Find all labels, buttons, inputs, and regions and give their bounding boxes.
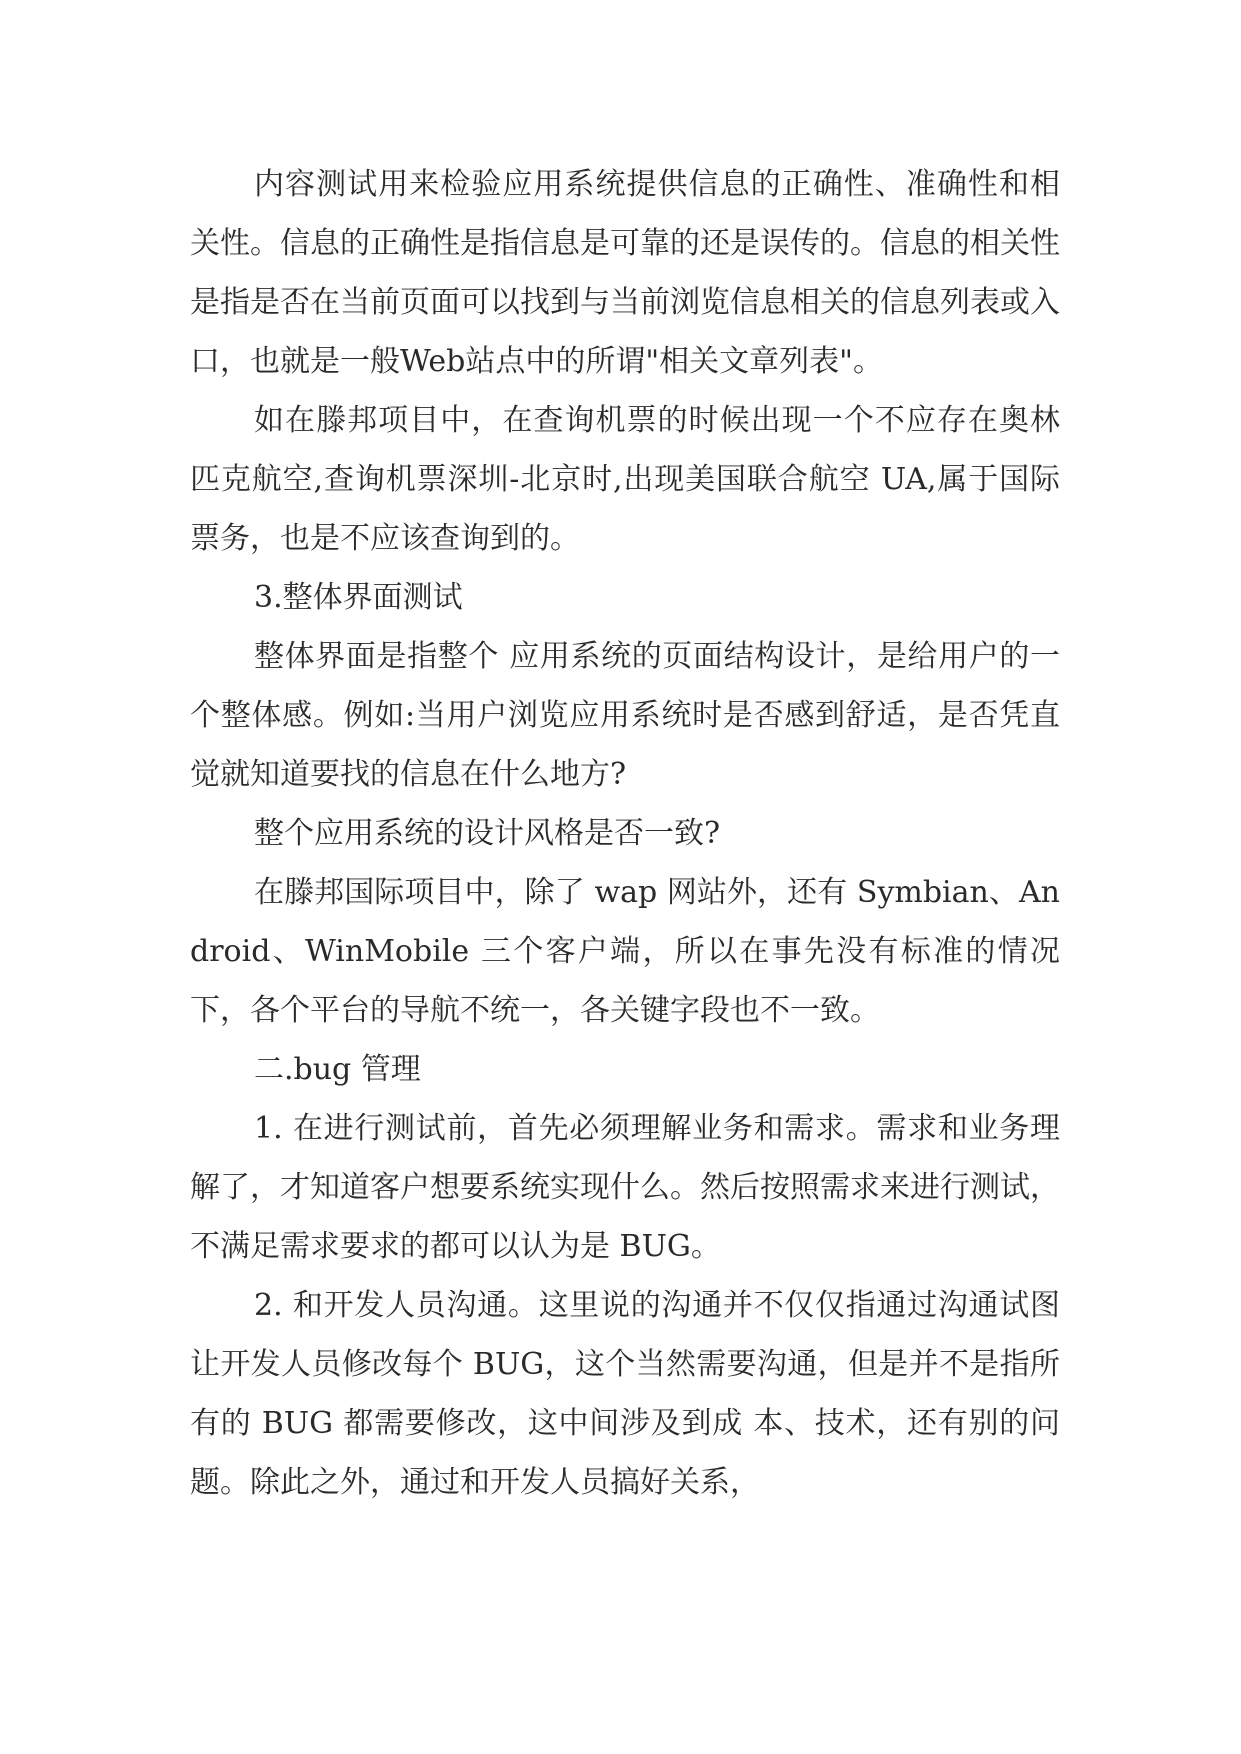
paragraph-style-consistency: 整个应用系统的设计风格是否一致?: [254, 816, 721, 851]
section-heading-bug-management: 二.bug 管理: [254, 1052, 421, 1087]
section-heading-interface-test: 3.整体界面测试: [254, 580, 463, 615]
document-body: [190, 155, 1060, 1512]
paragraph-point-2: 2. 和开发人员沟通。这里说的沟通并不仅仅指通过沟通试图让开发人员修改每个 BUG，这个当然需要沟通，但是并不是指所有的 BUG 都需要修改，这中间涉及到成 本、技术，还有别的问题。除此之外，通过和开发人员搞好关系，: [190, 1288, 1060, 1500]
paragraph-platform-example: 在滕邦国际项目中，除了 wap 网站外，还有 Symbian、Android、WinMobile 三个客户端，所以在事先没有标准的情况下，各个平台的导航不统一，各关键字段也不一致。: [190, 875, 1060, 1028]
paragraph-point-1: 1. 在进行测试前，首先必须理解业务和需求。需求和业务理解了，才知道客户想要系统实现什么。然后按照需求来进行测试，不满足需求要求的都可以认为是 BUG。: [190, 1111, 1060, 1264]
paragraph-tengbang-example: 如在滕邦项目中，在查询机票的时候出现一个不应存在奥林匹克航空,查询机票深圳-北京时,出现美国联合航空 UA,属于国际票务，也是不应该查询到的。: [190, 403, 1060, 556]
paragraph-content-testing: 内容测试用来检验应用系统提供信息的正确性、准确性和相关性。信息的正确性是指信息是可靠的还是误传的。信息的相关性是指是否在当前页面可以找到与当前浏览信息相关的信息列表或入口，也就是一般Web站点中的所谓"相关文章列表"。: [190, 167, 1060, 379]
paragraph-interface-definition: 整体界面是指整个 应用系统的页面结构设计，是给用户的一个整体感。例如:当用户浏览应用系统时是否感到舒适，是否凭直觉就知道要找的信息在什么地方?: [190, 639, 1060, 792]
